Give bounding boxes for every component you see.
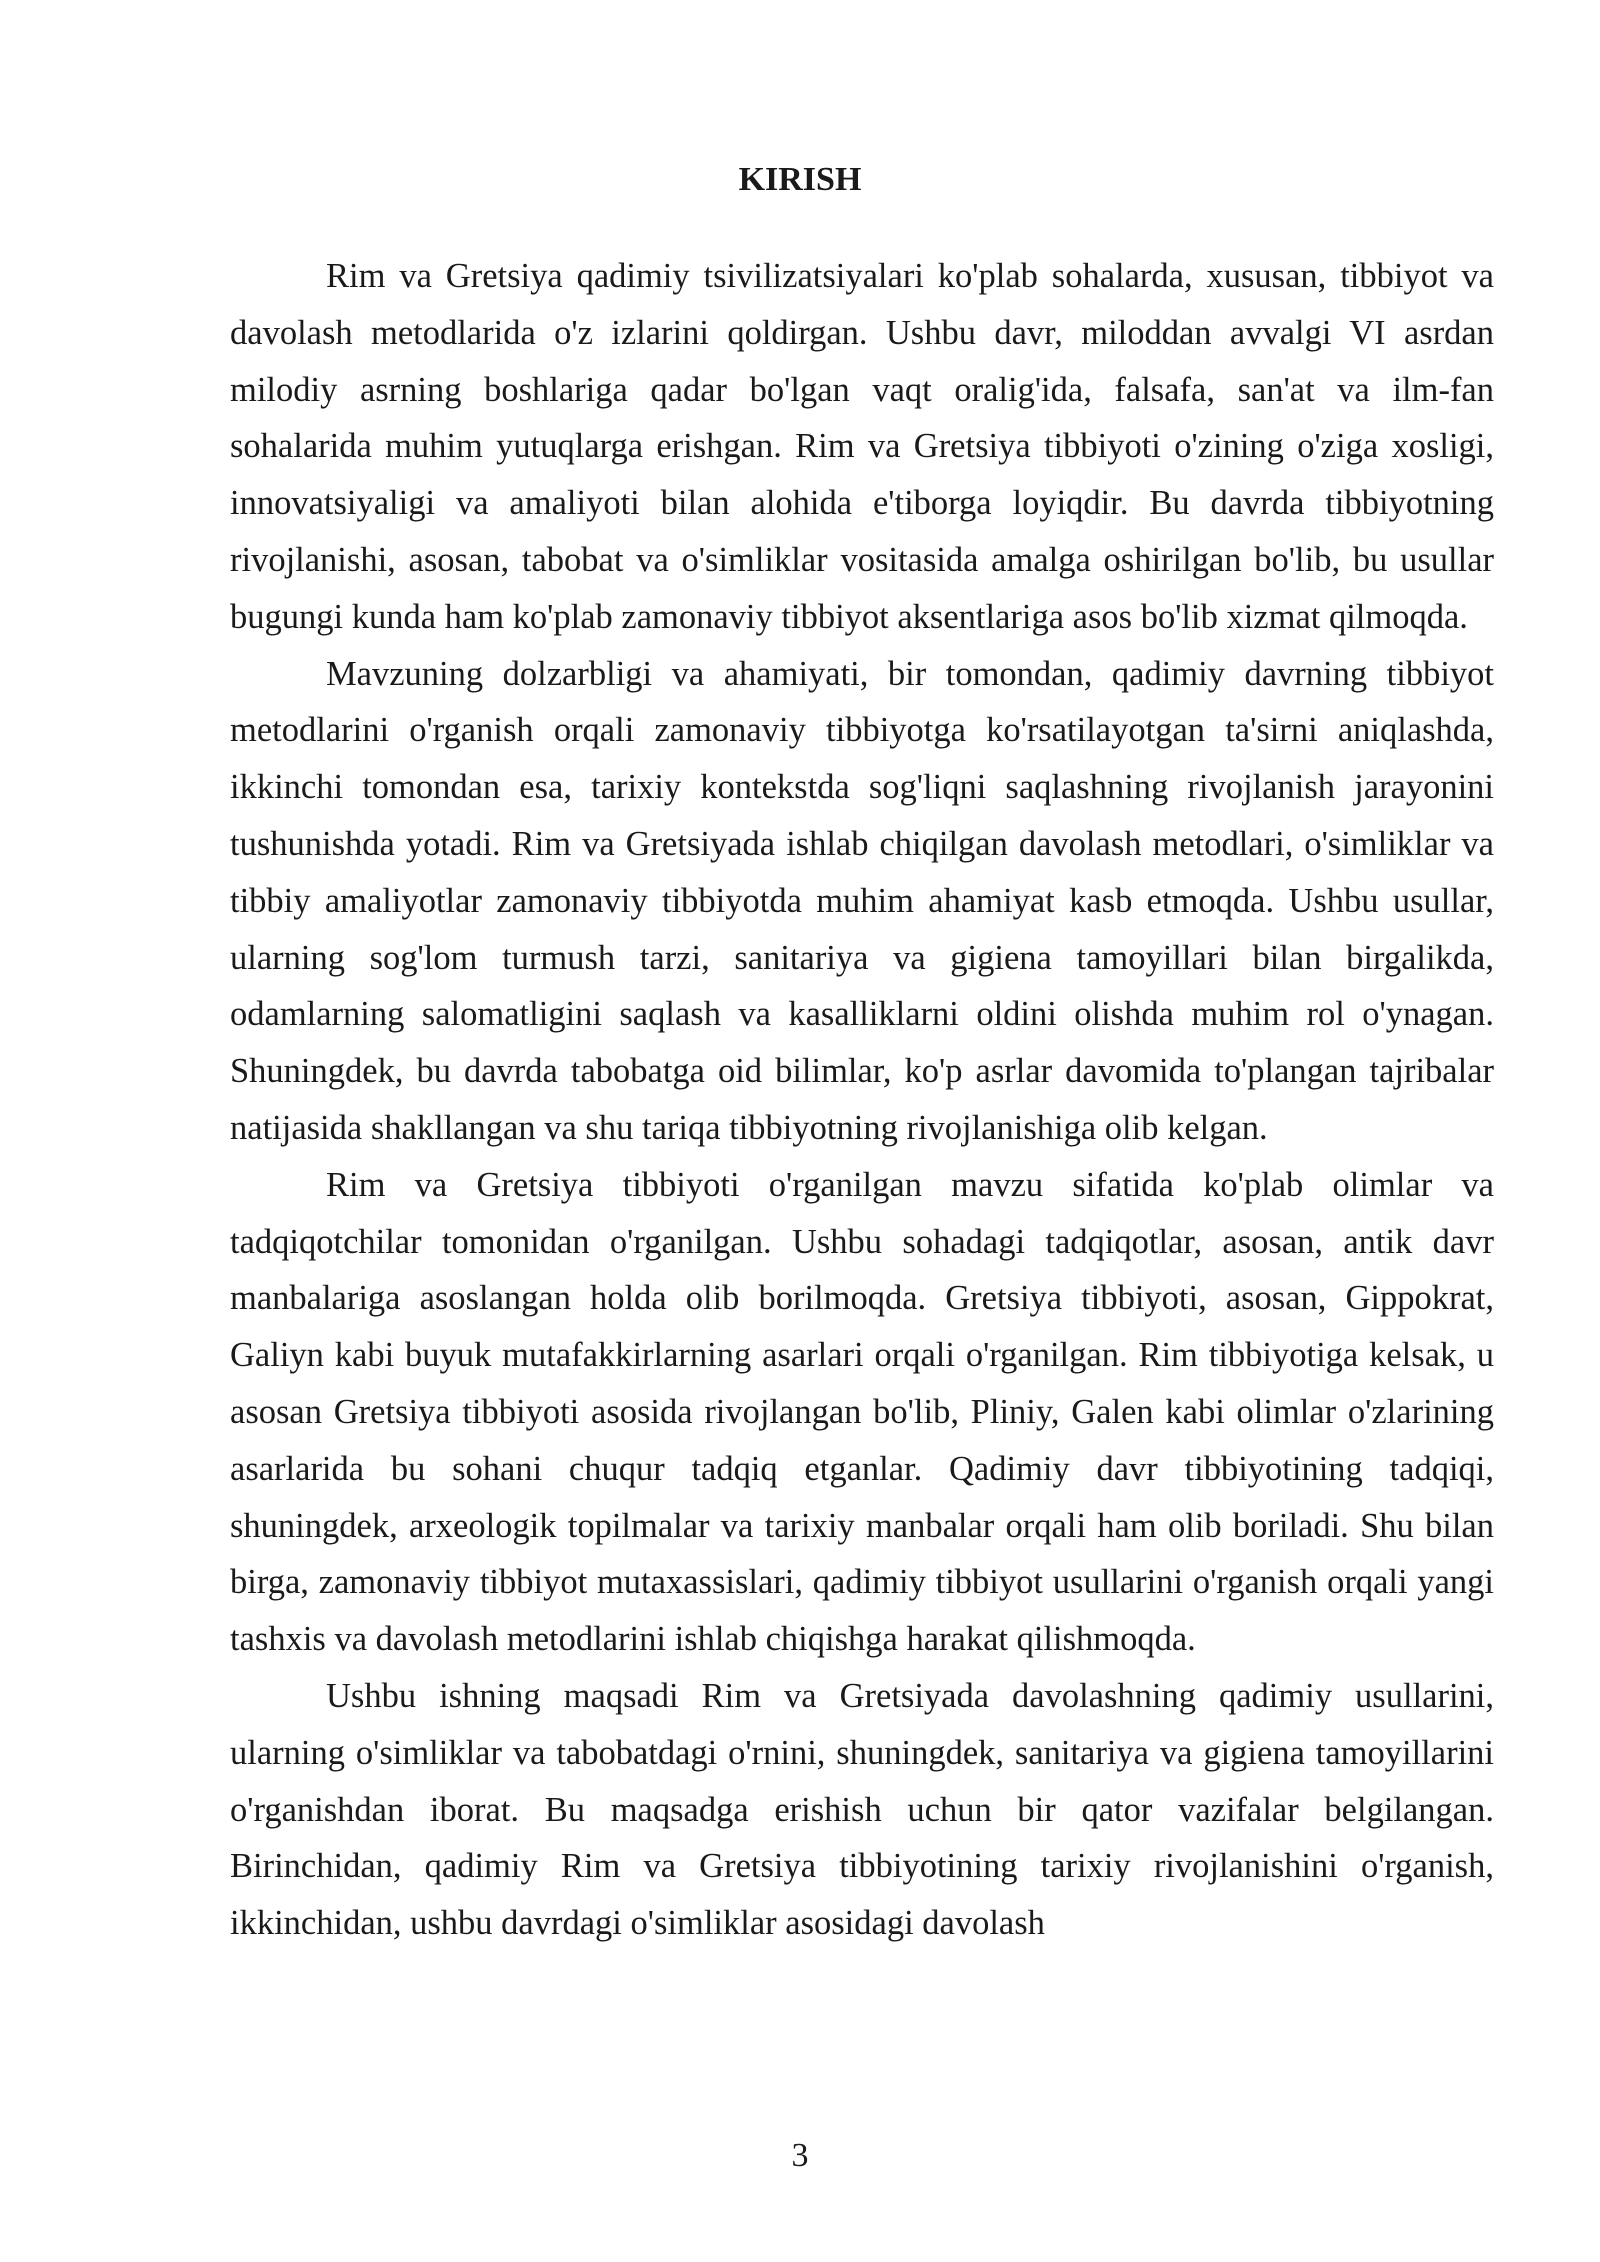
paragraph-1: Rim va Gretsiya qadimiy tsivilizatsiyalari ko'plab sohalarda, xususan, tibbiyot va davolash metodlarida o'z izlarini qoldirgan. Ushbu davr, miloddan avvalgi VI asrdan milodiy asrning boshlariga qadar bo'lgan vaqt oralig'ida, falsafa, san'at va ilm-fan sohalarida muhim yutuqlarga erishgan. Rim va Gretsiya tibbiyoti o'zining o'ziga xosligi, innovatsiyaligi va amaliyoti bilan alohida e'tiborga loyiqdir. Bu davrda tibbiyotning rivojlanishi, asosan, tabobat va o'simliklar vositasida amalga oshirilgan bo'lib, bu usullar bugungi kunda ham ko'plab zamonaviy tibbiyot aksentlariga asos bo'lib xizmat qilmoqda. <box>230 257 1494 636</box>
page-title: KIRISH <box>738 161 862 198</box>
paragraph-4: Ushbu ishning maqsadi Rim va Gretsiyada davolashning qadimiy usullarini, ularning o'simliklar va tabobatdagi o'rnini, shuningdek, sanitariya va gigiena tamoyillarini o'rganishdan iborat. Bu maqsadga erishish uchun bir qator vazifalar belgilangan. Birinchidan, qadimiy Rim va Gretsiya tibbiyotining tarixiy rivojlanishini o'rganish, ikkinchidan, ushbu davrdagi o'simliklar asosidagi davolash <box>230 1676 1494 1943</box>
body-text <box>230 248 1494 1952</box>
paragraph-2: Mavzuning dolzarbligi va ahamiyati, bir tomondan, qadimiy davrning tibbiyot metodlarini o'rganish orqali zamonaviy tibbiyotga ko'rsatilayotgan ta'sirni aniqlashda, ikkinchi tomondan esa, tarixiy kontekstda sog'liqni saqlashning rivojlanish jarayonini tushunishda yotadi. Rim va Gretsiyada ishlab chiqilgan davolash metodlari, o'simliklar va tibbiy amaliyotlar zamonaviy tibbiyotda muhim ahamiyat kasb etmoqda. Ushbu usullar, ularning sog'lom turmush tarzi, sanitariya va gigiena tamoyillari bilan birgalikda, odamlarning salomatligini saqlash va kasalliklarni oldini olishda muhim rol o'ynagan. Shuningdek, bu davrda tabobatga oid bilimlar, ko'p asrlar davomida to'plangan tajribalar natijasida shakllangan va shu tariqa tibbiyotning rivojlanishiga olib kelgan. <box>230 654 1494 1147</box>
page-number: 3 <box>791 2137 809 2174</box>
paragraph-3: Rim va Gretsiya tibbiyoti o'rganilgan mavzu sifatida ko'plab olimlar va tadqiqotchilar tomonidan o'rganilgan. Ushbu sohadagi tadqiqotlar, asosan, antik davr manbalariga asoslangan holda olib borilmoqda. Gretsiya tibbiyoti, asosan, Gippokrat, Galiyn kabi buyuk mutafakkirlarning asarlari orqali o'rganilgan. Rim tibbiyotiga kelsak, u asosan Gretsiya tibbiyoti asosida rivojlangan bo'lib, Pliniy, Galen kabi olimlar o'zlarining asarlarida bu sohani chuqur tadqiq etganlar. Qadimiy davr tibbiyotining tadqiqi, shuningdek, arxeologik topilmalar va tarixiy manbalar orqali ham olib boriladi. Shu bilan birga, zamonaviy tibbiyot mutaxassislari, qadimiy tibbiyot usullarini o'rganish orqali yangi tashxis va davolash metodlarini ishlab chiqishga harakat qilishmoqda. <box>230 1165 1494 1659</box>
